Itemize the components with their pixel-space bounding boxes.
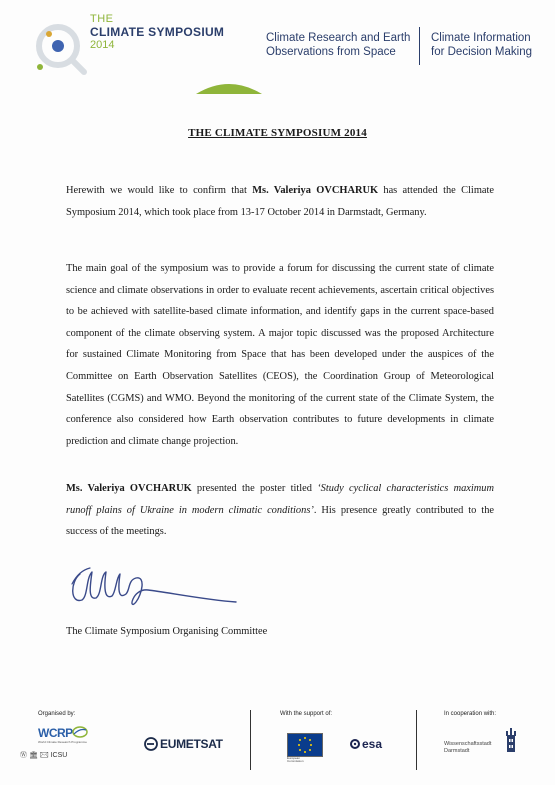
attendee-name: Ms. Valeriya OVCHARUK [252, 185, 379, 196]
document-title: THE CLIMATE SYMPOSIUM 2014 [188, 127, 367, 139]
wcrp-globe-icon [72, 726, 88, 738]
p1-text-b: has attended the Climate Symposium 2014, which took place from 13-17 October 2014 in Darmstadt, Germany. [66, 185, 495, 218]
esa-circle-icon [350, 739, 360, 749]
wiss-line2: Darmstadt [444, 748, 470, 754]
header-theme-1-line1: Climate Research and Earth [266, 32, 411, 44]
wcrp-subtitle: World Climate Research Programme [38, 740, 87, 744]
header-theme-2-line2: for Decision Making [431, 46, 532, 58]
wiss-line1: Wissenschaftsstadt [444, 741, 492, 747]
eumetsat-arrow-icon [144, 737, 158, 751]
poster-title: ‘Study cyclical characteristics maximum runoff plains of Ukraine in modern climatic conditions’ [66, 483, 494, 516]
header-theme-1 [266, 31, 410, 59]
header-theme-2-line1: Climate Information [431, 32, 531, 44]
symposium-logo-icon [34, 22, 90, 78]
support-of-label: With the support of: [280, 711, 333, 717]
partner-small-logos: Ⓦ 🏛 ✉ ICSU [20, 752, 68, 759]
eumetsat-logo: EUMETSAT [160, 737, 223, 751]
signature-icon [66, 560, 252, 622]
symposium-logo-text [90, 13, 224, 52]
committee-signature-line: The Climate Symposium Organising Committee [66, 626, 268, 637]
logo-the: THE [90, 13, 114, 25]
header-theme-2 [431, 31, 532, 59]
logo-name: CLIMATE SYMPOSIUM [90, 25, 225, 39]
darmstadt-logo-text [444, 741, 491, 755]
logo-year: 2014 [90, 39, 115, 51]
wcrp-logo: WCRP [38, 726, 73, 740]
poster-paragraph [66, 478, 494, 543]
eu-sub-line1: European [287, 756, 301, 760]
p1-text-a: Herewith we would like to confirm that [66, 185, 253, 196]
organised-by-label: Organised by: [38, 711, 76, 717]
eu-flag-icon [287, 733, 323, 757]
footer-divider-1 [250, 710, 251, 770]
p3-text-a: presented the poster titled [191, 483, 318, 494]
esa-logo: esa [362, 737, 383, 751]
green-arc-decoration [196, 78, 262, 96]
goal-paragraph: The main goal of the symposium was to provide a forum for discussing the current state of climate science and climate observations in order to evaluate recent achievements, ascertain critical objectives to be achieved with satellite-based climate information, and identify gaps in the current space-based component of the climate observing system. A major topic discussed was the proposed Architecture for sustained Climate Monitoring from Space that has been developed under the auspices of the Committee on Earth Observation Satellites (CEOS), the Coordination Group of Meteorological Satellites (CGMS) and WMO. Beyond the monitoring of the current state of the Climate System, the conference also considered how Earth observation contributes to future developments in climate prediction and climate change projection. [66, 263, 494, 447]
p3-text-b: . His presence greatly contributed to the success of the meetings. [66, 504, 495, 538]
presenter-name: Ms. Valeriya OVCHARUK [66, 483, 192, 494]
eu-sub-line2: Commission [287, 759, 304, 763]
header-theme-1-line2: Observations from Space [266, 46, 396, 58]
footer-divider-2 [416, 710, 417, 770]
confirmation-paragraph [66, 180, 494, 223]
wedding-tower-icon [503, 727, 519, 753]
cooperation-with-label: In cooperation with: [444, 711, 497, 717]
header-divider [419, 27, 420, 65]
eu-commission-label [287, 757, 304, 763]
